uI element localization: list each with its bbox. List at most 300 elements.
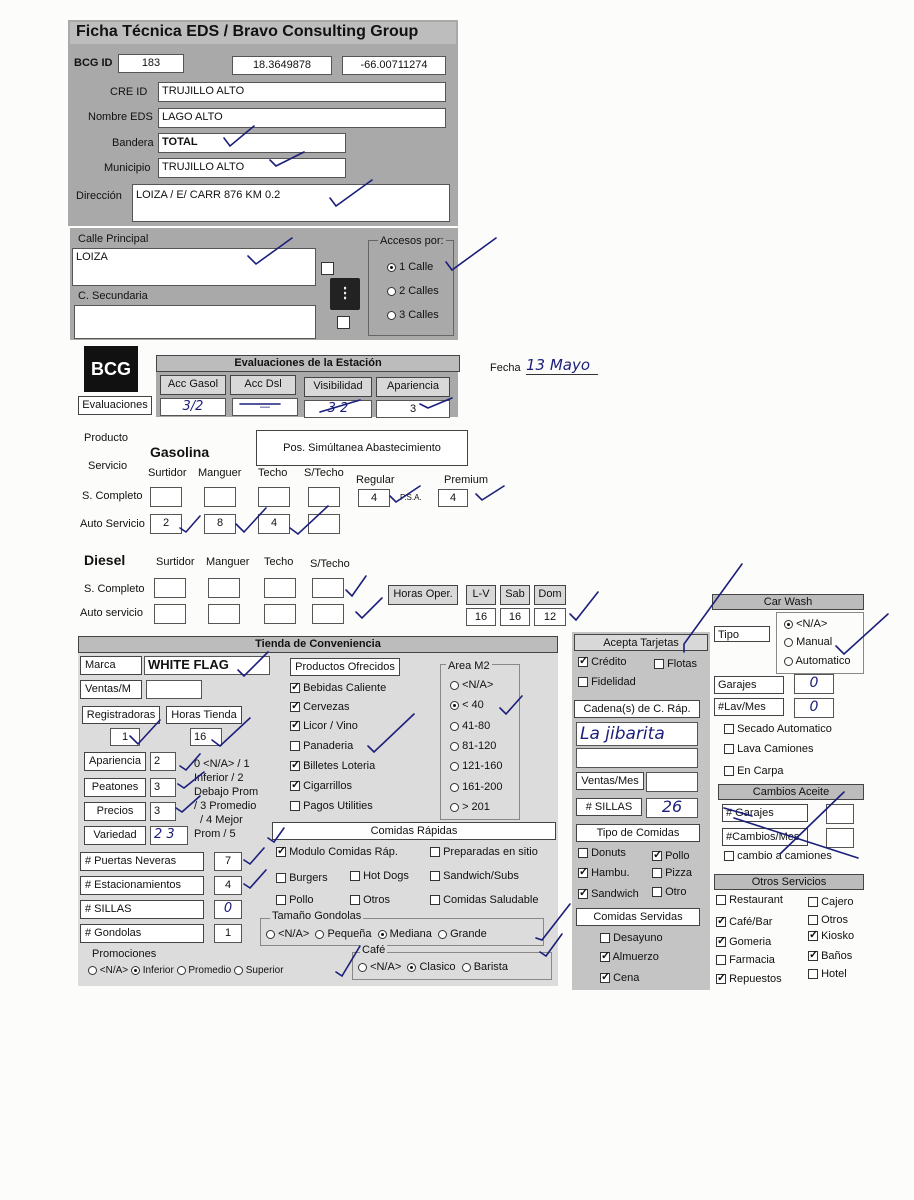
carwash-secado[interactable] [724, 723, 832, 735]
accesos-3[interactable] [387, 309, 439, 321]
diesel-title: Diesel [84, 552, 126, 568]
apariencia-field[interactable]: 2 [150, 752, 176, 771]
horas-col-sab: Sab [500, 585, 530, 605]
servicio-label: Servicio [88, 460, 128, 472]
direccion-field[interactable]: LOIZA / E/ CARR 876 KM 0.2 [132, 184, 450, 222]
cafe-na-radio[interactable] [358, 963, 367, 972]
cafe-barista-radio[interactable] [462, 963, 471, 972]
accesos-3-radio[interactable] [387, 311, 396, 320]
aceite-cambios-field[interactable] [826, 828, 854, 848]
eval-col-visibilidad: Visibilidad [304, 377, 372, 397]
burgers-label: Burgers [289, 872, 328, 884]
bebidas-label: Bebidas Caliente [303, 682, 387, 694]
promociones-label: Promociones [92, 948, 157, 960]
bandera-field[interactable]: TOTAL [158, 133, 346, 153]
accesos-3-label: 3 Calles [399, 309, 439, 321]
accesos-1-radio[interactable] [387, 263, 396, 272]
carwash-tipo-na[interactable] [784, 618, 827, 630]
gas-auto-manguer[interactable]: 8 [204, 514, 236, 534]
tienda-otros-checkbox[interactable] [350, 895, 360, 905]
farmacia-label: Farmacia [729, 954, 775, 966]
cervezas-checkbox[interactable] [290, 702, 300, 712]
servida-almuerzo[interactable] [600, 951, 659, 963]
dsl-scompleto-techo[interactable] [264, 578, 296, 598]
hambu-checkbox[interactable] [578, 868, 588, 878]
otros-title: Otros Servicios [714, 874, 864, 890]
marca-label: Marca [80, 656, 142, 675]
comidas-label: Comidas Rápidas [272, 822, 556, 840]
fidelidad-checkbox[interactable] [578, 677, 588, 687]
panaderia-checkbox[interactable] [290, 741, 300, 751]
lav-mes-label: #Lav/Mes [714, 698, 784, 716]
lav-mes-field[interactable]: 0 [794, 698, 834, 718]
area-41-80[interactable] [450, 720, 490, 732]
carwash-tipo-manual[interactable] [784, 636, 832, 648]
form-title: Ficha Técnica EDS / Bravo Consulting Group [76, 23, 419, 40]
carwash-manual-label: Manual [796, 636, 833, 648]
accesos-1-label: 1 Calle [399, 261, 434, 273]
pizza-checkbox[interactable] [652, 868, 662, 878]
sandwich-checkbox[interactable] [578, 889, 588, 899]
cafe-options [358, 961, 508, 973]
servida-desayuno[interactable] [600, 932, 663, 944]
horas-col-lv: L-V [466, 585, 496, 605]
comidas-sillas-label: # SILLAS [576, 798, 642, 816]
comidas-sillas-field[interactable]: 26 [646, 798, 698, 818]
producto-bebidas[interactable] [290, 682, 386, 694]
otro-label: Otro [665, 886, 687, 898]
gas-scompleto-techo[interactable] [258, 487, 290, 507]
flotas-checkbox[interactable] [654, 659, 664, 669]
dsl-scompleto-manguer[interactable] [208, 578, 240, 598]
credito-label: Crédito [591, 656, 627, 668]
cafebar-label: Café/Bar [729, 916, 773, 928]
hotdogs-checkbox[interactable] [350, 871, 360, 881]
pollo-checkbox[interactable] [652, 851, 662, 861]
gas-scompleto-surtidor[interactable] [150, 487, 182, 507]
otros-servicios-label: Otros [821, 914, 848, 926]
promo-inferior-label: Inferior [142, 965, 174, 976]
otro-cajero[interactable] [808, 896, 853, 908]
eval-col-acc-gasol: Acc Gasol [160, 375, 226, 395]
promo-superior-label: Superior [245, 965, 284, 976]
repuestos-checkbox[interactable] [716, 974, 726, 984]
area-na[interactable] [450, 679, 493, 691]
scale-1: Inferior / 2 [194, 772, 244, 784]
gas-col-techo: Techo [258, 467, 288, 479]
eval-col-acc-dsl: Acc Dsl [230, 375, 296, 395]
loteria-label: Billetes Loteria [303, 760, 376, 772]
tipo-donuts[interactable] [578, 847, 626, 859]
aceite-garajes-field[interactable] [826, 804, 854, 824]
comida-burgers[interactable] [276, 872, 328, 884]
secundaria-checkbox[interactable] [337, 316, 350, 329]
tamano-pequena-radio[interactable] [315, 930, 324, 939]
comida-otros[interactable] [350, 894, 390, 906]
gas-row-autoservicio-label: Auto Servicio [80, 518, 145, 530]
calle-principal-field[interactable]: LOIZA [72, 248, 316, 286]
longitude-field[interactable]: -66.00711274 [342, 56, 446, 75]
area-40-radio[interactable] [450, 701, 459, 710]
tienda-pollo-checkbox[interactable] [276, 895, 286, 905]
otros-servicios-checkbox[interactable] [808, 915, 818, 925]
tamano-grande-radio[interactable] [438, 930, 447, 939]
gomeria-checkbox[interactable] [716, 937, 726, 947]
sandwich-subs-checkbox[interactable] [430, 871, 440, 881]
latitude-field[interactable]: 18.3649878 [232, 56, 332, 75]
ventas-field[interactable] [146, 680, 202, 699]
dsl-row-autoservicio-label: Auto servicio [80, 607, 143, 619]
dsl-auto-manguer[interactable] [208, 604, 240, 624]
eval-apariencia-field[interactable]: 3 [376, 400, 450, 418]
carwash-manual-radio[interactable] [784, 638, 793, 647]
cadena-field[interactable]: La jibarita [576, 722, 698, 746]
burgers-checkbox[interactable] [276, 873, 286, 883]
accesos-2-radio[interactable] [387, 287, 396, 296]
hotel-label: Hotel [821, 968, 847, 980]
gas-scompleto-stecho[interactable] [308, 487, 340, 507]
marca-field[interactable]: WHITE FLAG [144, 656, 270, 675]
gas-auto-stecho[interactable] [308, 514, 340, 534]
promociones-options [88, 965, 284, 976]
area-121-160-radio[interactable] [450, 762, 459, 771]
tienda-pollo-label: Pollo [289, 894, 314, 906]
sandwich-label: Sandwich [591, 888, 639, 900]
eval-visibilidad-field[interactable]: 3 2 [304, 400, 372, 418]
area-161-200-radio[interactable] [450, 783, 459, 792]
carwash-na-label: <N/A> [796, 618, 828, 630]
promo-superior-radio[interactable] [234, 966, 243, 975]
servida-cena[interactable] [600, 972, 639, 984]
aceite-camiones[interactable] [724, 850, 832, 862]
aceite-cambios-label: #Cambios/Mes [722, 828, 808, 846]
modulo-label: Modulo Comidas Ráp. [289, 846, 398, 858]
dsl-col-surtidor: Surtidor [156, 556, 195, 568]
farmacia-checkbox[interactable] [716, 955, 726, 965]
area-81-120-label: 81-120 [462, 740, 497, 752]
cajero-checkbox[interactable] [808, 897, 818, 907]
tarjetas-label: Acepta Tarjetas [574, 634, 708, 651]
dsl-scompleto-surtidor[interactable] [154, 578, 186, 598]
variedad-label: Variedad [84, 826, 146, 845]
otro-checkbox[interactable] [652, 887, 662, 897]
gas-col-stecho: S/Techo [304, 467, 344, 479]
hotdogs-label: Hot Dogs [363, 870, 409, 882]
cervezas-label: Cervezas [303, 701, 350, 713]
tamano-na-radio[interactable] [266, 930, 275, 939]
dsl-auto-stecho[interactable] [312, 604, 344, 624]
tipo-pizza[interactable] [652, 867, 692, 879]
promo-na-label: <N/A> [99, 965, 129, 976]
estacionamientos-label: # Estacionamientos [80, 876, 204, 895]
area-121-160-label: 121-160 [462, 760, 503, 772]
cre-id-field[interactable]: TRUJILLO ALTO [158, 82, 446, 102]
tipo-otro[interactable] [652, 886, 686, 898]
cigarrillos-label: Cigarrillos [303, 780, 352, 792]
peatones-field[interactable]: 3 [150, 778, 176, 797]
area-40[interactable] [450, 699, 484, 711]
calle-secundaria-label: C. Secundaria [78, 290, 148, 302]
horas-tienda-field[interactable]: 16 [190, 728, 222, 746]
otro-repuestos[interactable] [716, 973, 782, 985]
tarjeta-fidelidad[interactable] [578, 676, 636, 688]
cadena-field-2[interactable] [576, 748, 698, 768]
registradoras-field[interactable]: 1 [110, 728, 140, 746]
gondolas-field[interactable]: 1 [214, 924, 242, 943]
dsl-auto-surtidor[interactable] [154, 604, 186, 624]
cafebar-checkbox[interactable] [716, 917, 726, 927]
tipo-comidas-label: Tipo de Comidas [576, 824, 700, 842]
dsl-row-scompleto-label: S. Completo [84, 583, 145, 595]
carwash-camiones[interactable] [724, 743, 814, 755]
area-81-120[interactable] [450, 740, 496, 752]
tipo-hambu[interactable] [578, 867, 630, 879]
restaurant-checkbox[interactable] [716, 895, 726, 905]
bcg-id-label: BCG ID [74, 57, 113, 69]
cambio-camiones-label: cambio a camiones [737, 850, 832, 862]
evaluaciones-title: Evaluaciones de la Estación [156, 355, 460, 372]
comida-hotdogs[interactable] [350, 870, 409, 882]
accesos-2[interactable] [387, 285, 439, 297]
area-81-120-radio[interactable] [450, 742, 459, 751]
principal-checkbox[interactable] [321, 262, 334, 275]
otro-banos[interactable] [808, 950, 852, 962]
horas-dom-field[interactable]: 12 [534, 608, 566, 626]
producto-cigarrillos[interactable] [290, 780, 352, 792]
cafe-na-label: <N/A> [370, 961, 402, 973]
donuts-checkbox[interactable] [578, 848, 588, 858]
estacionamientos-field[interactable]: 4 [214, 876, 242, 895]
eval-acc-gasol-field[interactable]: 3/2 [160, 398, 226, 416]
modulo-checkbox[interactable] [276, 847, 286, 857]
area-41-80-label: 41-80 [462, 720, 491, 732]
cadena-label: Cadena(s) de C. Ráp. [574, 700, 700, 718]
producto-utilities[interactable] [290, 800, 373, 812]
check-mark-icon [356, 598, 382, 618]
area-201-radio[interactable] [450, 803, 459, 812]
regular-label: Regular [356, 474, 395, 486]
ventas-mes-field[interactable] [646, 772, 698, 792]
scale-5: Prom / 5 [194, 828, 236, 840]
lava-camiones-label: Lava Camiones [737, 743, 814, 755]
flotas-label: Flotas [667, 658, 698, 670]
bandera-label: Bandera [112, 137, 154, 149]
panaderia-label: Panaderia [303, 740, 354, 752]
registradoras-label: Registradoras [82, 706, 160, 724]
garajes-field[interactable]: 0 [794, 674, 834, 694]
calle-principal-label: Calle Principal [78, 233, 149, 245]
eval-col-apariencia: Apariencia [376, 377, 450, 397]
cena-checkbox[interactable] [600, 973, 610, 983]
producto-panaderia[interactable] [290, 740, 353, 752]
area-label: Area M2 [448, 660, 490, 672]
comida-saludable[interactable] [430, 894, 538, 906]
credito-checkbox[interactable] [578, 657, 588, 667]
regular-field[interactable]: 4 [358, 489, 390, 507]
accesos-1[interactable] [387, 261, 433, 273]
gas-col-manguer: Manguer [198, 467, 242, 479]
preparadas-checkbox[interactable] [430, 847, 440, 857]
calle-secundaria-field[interactable] [74, 305, 316, 339]
utilities-label: Pagos Utilities [303, 800, 373, 812]
tamano-grande-label: Grande [450, 928, 487, 940]
tamano-mediana-radio[interactable] [378, 930, 387, 939]
aceite-garajes-label: # Garajes [722, 804, 808, 822]
premium-label: Premium [444, 474, 489, 486]
kiosko-checkbox[interactable] [808, 931, 818, 941]
ventas-label: Ventas/M [80, 680, 142, 699]
secado-checkbox[interactable] [724, 724, 734, 734]
carwash-tipo-auto[interactable] [784, 655, 850, 667]
tarjeta-flotas[interactable] [654, 658, 697, 670]
banos-label: Baños [821, 950, 853, 962]
tipo-pollo[interactable] [652, 850, 690, 862]
scale-0: 0 <N/A> / 1 [194, 758, 250, 770]
area-201[interactable] [450, 801, 490, 813]
comida-pollo[interactable] [276, 894, 314, 906]
fecha-label: Fecha [490, 362, 521, 374]
carwash-auto-radio[interactable] [784, 657, 793, 666]
nombre-label: Nombre EDS [88, 111, 153, 123]
loteria-checkbox[interactable] [290, 761, 300, 771]
gasolina-title: Gasolina [150, 444, 210, 460]
cafe-clasico-radio[interactable] [407, 963, 416, 972]
traffic-light-icon: ⁝ [330, 278, 360, 310]
servidas-label: Comidas Servidas [576, 908, 700, 926]
dsl-col-techo: Techo [264, 556, 294, 568]
ventas-mes-label: Ventas/Mes [576, 772, 644, 790]
bebidas-checkbox[interactable] [290, 683, 300, 693]
scale-4: / 4 Mejor [200, 814, 243, 826]
cafe-clasico-label: Clasico [419, 961, 456, 973]
comida-preparadas[interactable] [430, 846, 538, 858]
pollo-label: Pollo [665, 850, 690, 862]
promo-inferior-radio[interactable] [131, 966, 140, 975]
dsl-scompleto-stecho[interactable] [312, 578, 344, 598]
almuerzo-checkbox[interactable] [600, 952, 610, 962]
secado-label: Secado Automatico [737, 723, 832, 735]
garajes-label: Garajes [714, 676, 784, 694]
municipio-field[interactable]: TRUJILLO ALTO [158, 158, 346, 178]
direccion-label: Dirección [76, 190, 122, 202]
puertas-field[interactable]: 7 [214, 852, 242, 871]
otro-hotel[interactable] [808, 968, 847, 980]
carwash-auto-label: Automatico [795, 655, 851, 667]
gas-auto-techo[interactable]: 4 [258, 514, 290, 534]
peatones-label: Peatones [84, 778, 146, 797]
otro-farmacia[interactable] [716, 954, 775, 966]
dsl-col-stecho: S/Techo [310, 558, 350, 570]
area-161-200-label: 161-200 [462, 781, 503, 793]
tipo-sandwich[interactable] [578, 888, 639, 900]
cajero-label: Cajero [821, 896, 854, 908]
carwash-carpa[interactable] [724, 765, 784, 777]
check-mark-icon [570, 592, 598, 620]
accesos-2-label: 2 Calles [399, 285, 439, 297]
area-40-label: < 40 [462, 699, 484, 711]
premium-field[interactable]: 4 [438, 489, 468, 507]
restaurant-label: Restaurant [729, 894, 783, 906]
tienda-otros-label: Otros [363, 894, 390, 906]
area-161-200[interactable] [450, 781, 502, 793]
comida-sandwich[interactable] [430, 870, 519, 882]
cafe-barista-label: Barista [473, 961, 508, 973]
carwash-na-radio[interactable] [784, 620, 793, 629]
licor-checkbox[interactable] [290, 721, 300, 731]
gas-col-surtidor: Surtidor [148, 467, 187, 479]
otro-otros[interactable] [808, 914, 848, 926]
almuerzo-label: Almuerzo [612, 951, 659, 963]
tarjeta-credito[interactable] [578, 656, 627, 668]
cambio-camiones-checkbox[interactable] [724, 851, 734, 861]
scale-2: Debajo Prom [194, 786, 259, 798]
repuestos-label: Repuestos [729, 973, 782, 985]
cigarrillos-checkbox[interactable] [290, 781, 300, 791]
cafe-label: Café [362, 944, 386, 956]
area-121-160[interactable] [450, 760, 502, 772]
otro-gomeria[interactable] [716, 936, 771, 948]
carpa-label: En Carpa [737, 765, 784, 777]
horas-tienda-label: Horas Tienda [166, 706, 242, 724]
horas-col-dom: Dom [534, 585, 566, 605]
area-na-radio[interactable] [450, 681, 459, 690]
pos-simultanea-label: Pos. Simúltanea Abastecimiento [256, 430, 468, 466]
fecha-value[interactable]: 13 Mayo [526, 356, 598, 375]
desayuno-checkbox[interactable] [600, 933, 610, 943]
sandwich-subs-label: Sandwich/Subs [443, 870, 519, 882]
hotel-checkbox[interactable] [808, 969, 818, 979]
dsl-auto-techo[interactable] [264, 604, 296, 624]
gomeria-label: Gomeria [729, 936, 772, 948]
producto-label: Producto [84, 432, 129, 444]
promo-na-radio[interactable] [88, 966, 97, 975]
horas-sab-field[interactable]: 16 [500, 608, 530, 626]
cre-id-label: CRE ID [110, 86, 148, 98]
saludable-checkbox[interactable] [430, 895, 440, 905]
producto-cervezas[interactable] [290, 701, 350, 713]
tienda-sillas-label: # SILLAS [80, 900, 204, 919]
banos-checkbox[interactable] [808, 951, 818, 961]
hambu-label: Hambu. [591, 867, 630, 879]
bcg-id-field[interactable]: 183 [118, 54, 184, 73]
variedad-field[interactable]: 2 3 [150, 826, 188, 845]
gas-scompleto-manguer[interactable] [204, 487, 236, 507]
gondolas-label: # Gondolas [80, 924, 204, 943]
producto-licor[interactable] [290, 720, 358, 732]
gas-auto-surtidor[interactable]: 2 [150, 514, 182, 534]
nombre-field[interactable]: LAGO ALTO [158, 108, 446, 128]
puertas-label: # Puertas Neveras [80, 852, 204, 871]
horas-lv-field[interactable]: 16 [466, 608, 496, 626]
eval-acc-dsl-field[interactable]: — [232, 398, 298, 416]
promo-promedio-radio[interactable] [177, 966, 186, 975]
otro-cafebar[interactable] [716, 916, 772, 928]
pizza-label: Pizza [665, 867, 692, 879]
producto-loteria[interactable] [290, 760, 375, 772]
check-mark-icon [180, 516, 200, 532]
tienda-sillas-field[interactable]: 0 [214, 900, 242, 919]
lava-camiones-checkbox[interactable] [724, 744, 734, 754]
horas-oper-label: Horas Oper. [388, 585, 458, 605]
precios-field[interactable]: 3 [150, 802, 176, 821]
carpa-checkbox[interactable] [724, 766, 734, 776]
otro-restaurant[interactable] [716, 894, 783, 906]
otro-kiosko[interactable] [808, 930, 854, 942]
tamano-mediana-label: Mediana [389, 928, 432, 940]
utilities-checkbox[interactable] [290, 801, 300, 811]
area-41-80-radio[interactable] [450, 722, 459, 731]
comida-modulo[interactable] [276, 846, 398, 858]
